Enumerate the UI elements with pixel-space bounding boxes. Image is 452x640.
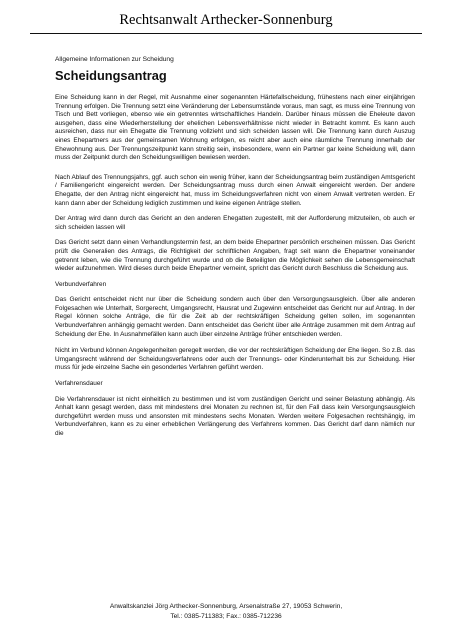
document-sections <box>55 94 415 439</box>
footer-contact: Tel.: 0385-711383; Fax.: 0385-712236 <box>170 613 282 620</box>
footer-address: Anwaltskanzlei Jörg Arthecker-Sonnenburg, Arsenalstraße 27, 19053 Schwerin, <box>109 603 343 610</box>
section-heading: Verbundverfahren <box>55 280 107 288</box>
paragraph: Das Gericht setzt dann einen Verhandlungstermin fest, an dem beide Ehepartner persönlich erscheinen müssen. Das Gericht prüft die Generalien des Antrags, die Richtigkeit der schriftlichen Angaben, fragt seit wann die Ehepartner voneinander getrennt leben, wie die Trennung durchgeführt wurde und ob die Beteiligten die Möglichkeit sehen die Lebensgemeinschaft wieder aufzunehmen. Wird dieses durch beide Ehepartner verneint, spricht das Gericht durch Beschluss die Scheidung aus. <box>55 239 415 273</box>
paragraph: Nach Ablauf des Trennungsjahrs, ggf. auch schon ein wenig früher, kann der Scheidungsantrag beim zuständigen Amtsgericht / Familiengericht eingereicht werden. Der Scheidungsantrag muss durch einen Anwalt eingereicht werden. Der andere Ehegatte, der den Antrag nicht eingereicht hat, muss im Scheidungsverfahren nicht von einem Anwalt vertreten werden. Er kann dann aber der Scheidung lediglich zustimmen und keine eigenen Anträge stellen. <box>55 173 415 207</box>
paragraph: Das Gericht entscheidet nicht nur über die Scheidung sondern auch über den Versorgungsausgleich. Über alle anderen Folgesachen wie Unterhalt, Sorgerecht, Umgangsrecht, Hausrat und Zugewinn entscheidet das Gericht nur auf Antrag. In der Regel können solche Anträge, die für die Zeit ab der rechtskräftigen Scheidung gelten sollen, im sogenannten Verbundverfahren anhängig gemacht werden. Dann entscheidet das Gericht über alle Anträge zusammen mit dem Antrag auf Scheidung der Ehe. In Ausnahmefällen kann auch über einzelne Anträge früher entschieden werden. <box>55 296 415 338</box>
paragraph: Eine Scheidung kann in der Regel, mit Ausnahme einer sogenannten Härtefallscheidung, frühestens nach einer einjährigen Trennung erfolgen. Die Trennung setzt eine Veränderung der Lebensumstände voraus, man sagt, es muss eine Trennung von Tisch und Bett vorliegen, ebenso wie ein getrenntes wirtschaftliches Handeln. Darüber hinaus müssen die Eheleute davon ausgehen, dass eine Wiederherstellung der ehelichen Lebensverhältnisse nicht wieder in Betracht kommt. Es kann auch ausreichen, dass nur ein Ehegatte die Trennung vollzieht und sich scheiden lassen will. Die Trennung kann durch Auszug eines Ehepartners aus der gemeinsamen Wohnung erfolgen, es reicht aber auch eine räumliche Trennung innerhalb der Ehewohnung aus. Der Trennungszeitpunkt kann streitig sein, insbesondere, wenn ein Partner gar keine Scheidung will, dann muss der Zeitpunkt durch den Scheidungswilligen bewiesen werden. <box>55 94 415 162</box>
paragraph: Die Verfahrensdauer ist nicht einheitlich zu bestimmen und ist vom zuständigen Gericht und seiner Belastung abhängig. Als Anhalt kann gesagt werden, dass mit mindestens drei Monaten zu rechnen ist, für den Fall dass kein Versorgungsausgleich durchgeführt werden muss und ansonsten mit mindestens sechs Monaten. Werden weitere Folgesachen rechtshängig, im Verbundverfahren, kann es zu einer erheblichen Verlängerung des Verfahrens kommen. Das Gericht darf dann nämlich nur die <box>55 395 415 437</box>
paragraph: Nicht im Verbund können Angelegenheiten geregelt werden, die vor der rechtskräftigen Scheidung der Ehe liegen. So z.B. das Umgangsrecht während der Scheidungsverfahrens oder auch der Trennungs- oder Kinderunterhalt bis zur Scheidung. Hier muss für jede einzelne Sache ein gesondertes Verfahren geführt werden. <box>55 347 415 372</box>
page-footer <box>0 602 452 622</box>
page-title: Scheidungsantrag <box>55 68 167 83</box>
document-body <box>55 55 415 439</box>
letterhead-title: Rechtsanwalt Arthecker-Sonnenburg <box>119 12 333 28</box>
paragraph: Der Antrag wird dann durch das Gericht an den anderen Ehegatten zugestellt, mit der Aufforderung mitzuteilen, ob auch er sich scheiden lassen will <box>55 215 415 231</box>
letterhead-divider <box>30 33 422 34</box>
section-heading: Verfahrensdauer <box>55 380 103 388</box>
breadcrumb: Allgemeine Informationen zur Scheidung <box>55 56 174 63</box>
